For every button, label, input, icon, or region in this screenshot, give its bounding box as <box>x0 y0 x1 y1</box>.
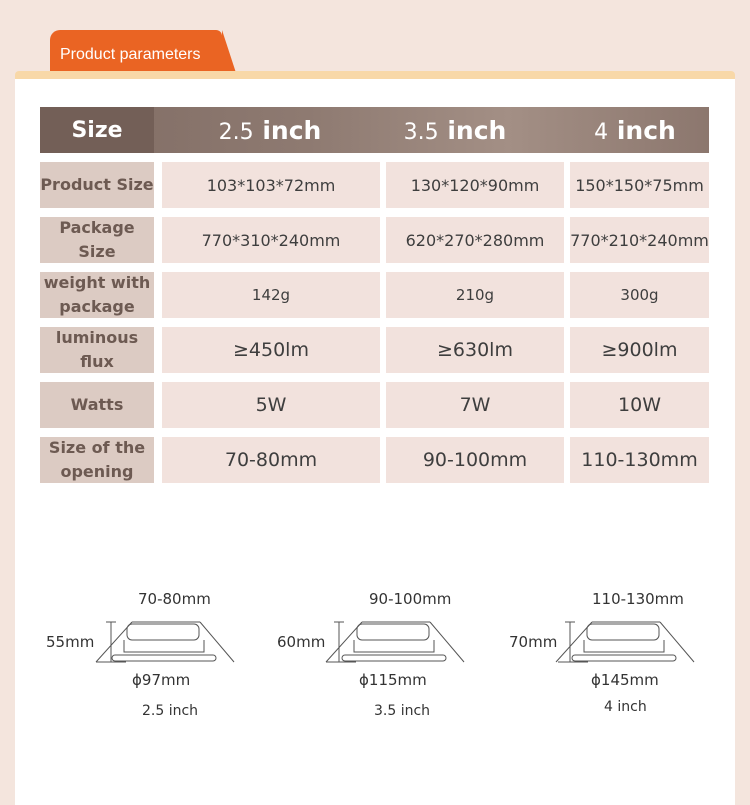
height-dimension: 55mm <box>46 633 95 651</box>
row-value: 210g <box>386 272 564 318</box>
row-value: 110-130mm <box>570 437 709 483</box>
row-value: 150*150*75mm <box>570 162 709 208</box>
header-size-number: 3.5 <box>403 120 439 145</box>
size-caption: 3.5 inch <box>374 703 431 719</box>
header-size-unit: inch <box>616 116 676 145</box>
diameter-dimension: ϕ145mm <box>591 671 659 689</box>
diameter-dimension: ϕ115mm <box>359 671 427 689</box>
row-value: 7W <box>386 382 564 428</box>
row-value: ≥630lm <box>386 327 564 373</box>
row-label: Package Size <box>40 217 154 263</box>
row-label: luminous flux <box>40 327 154 373</box>
row-label: weight with package <box>40 272 154 318</box>
height-dimension: 60mm <box>277 633 326 651</box>
header-size-label: Size <box>71 118 123 143</box>
row-value: ≥900lm <box>570 327 709 373</box>
header-size-number: 4 <box>594 120 609 145</box>
downlight-2-5-inch-drawing <box>96 622 234 662</box>
row-value: 130*120*90mm <box>386 162 564 208</box>
row-value: 10W <box>570 382 709 428</box>
opening-dimension: 70-80mm <box>138 590 211 608</box>
section-title: Product parameters <box>60 46 201 63</box>
row-value: 620*270*280mm <box>386 217 564 263</box>
height-dimension: 70mm <box>509 633 558 651</box>
row-value: 5W <box>162 382 380 428</box>
downlight-3-5-inch-drawing <box>326 622 464 662</box>
header-size-unit: inch <box>447 116 507 145</box>
size-caption: 4 inch <box>604 699 647 715</box>
opening-dimension: 110-130mm <box>592 590 684 608</box>
row-value: 142g <box>162 272 380 318</box>
row-label: Product Size <box>40 162 154 208</box>
size-caption: 2.5 inch <box>142 703 199 719</box>
row-value: 770*310*240mm <box>162 217 380 263</box>
row-value: 770*210*240mm <box>570 217 709 263</box>
row-value: 70-80mm <box>162 437 380 483</box>
row-label: Watts <box>40 382 154 428</box>
header-size-unit: inch <box>262 116 322 145</box>
diameter-dimension: ϕ97mm <box>132 671 191 689</box>
header-size-number: 2.5 <box>218 120 254 145</box>
row-value: ≥450lm <box>162 327 380 373</box>
row-value: 300g <box>570 272 709 318</box>
opening-dimension: 90-100mm <box>369 590 452 608</box>
downlight-4-inch-drawing <box>556 622 694 662</box>
row-value: 90-100mm <box>386 437 564 483</box>
row-value: 103*103*72mm <box>162 162 380 208</box>
row-label: Size of the opening <box>40 437 154 483</box>
